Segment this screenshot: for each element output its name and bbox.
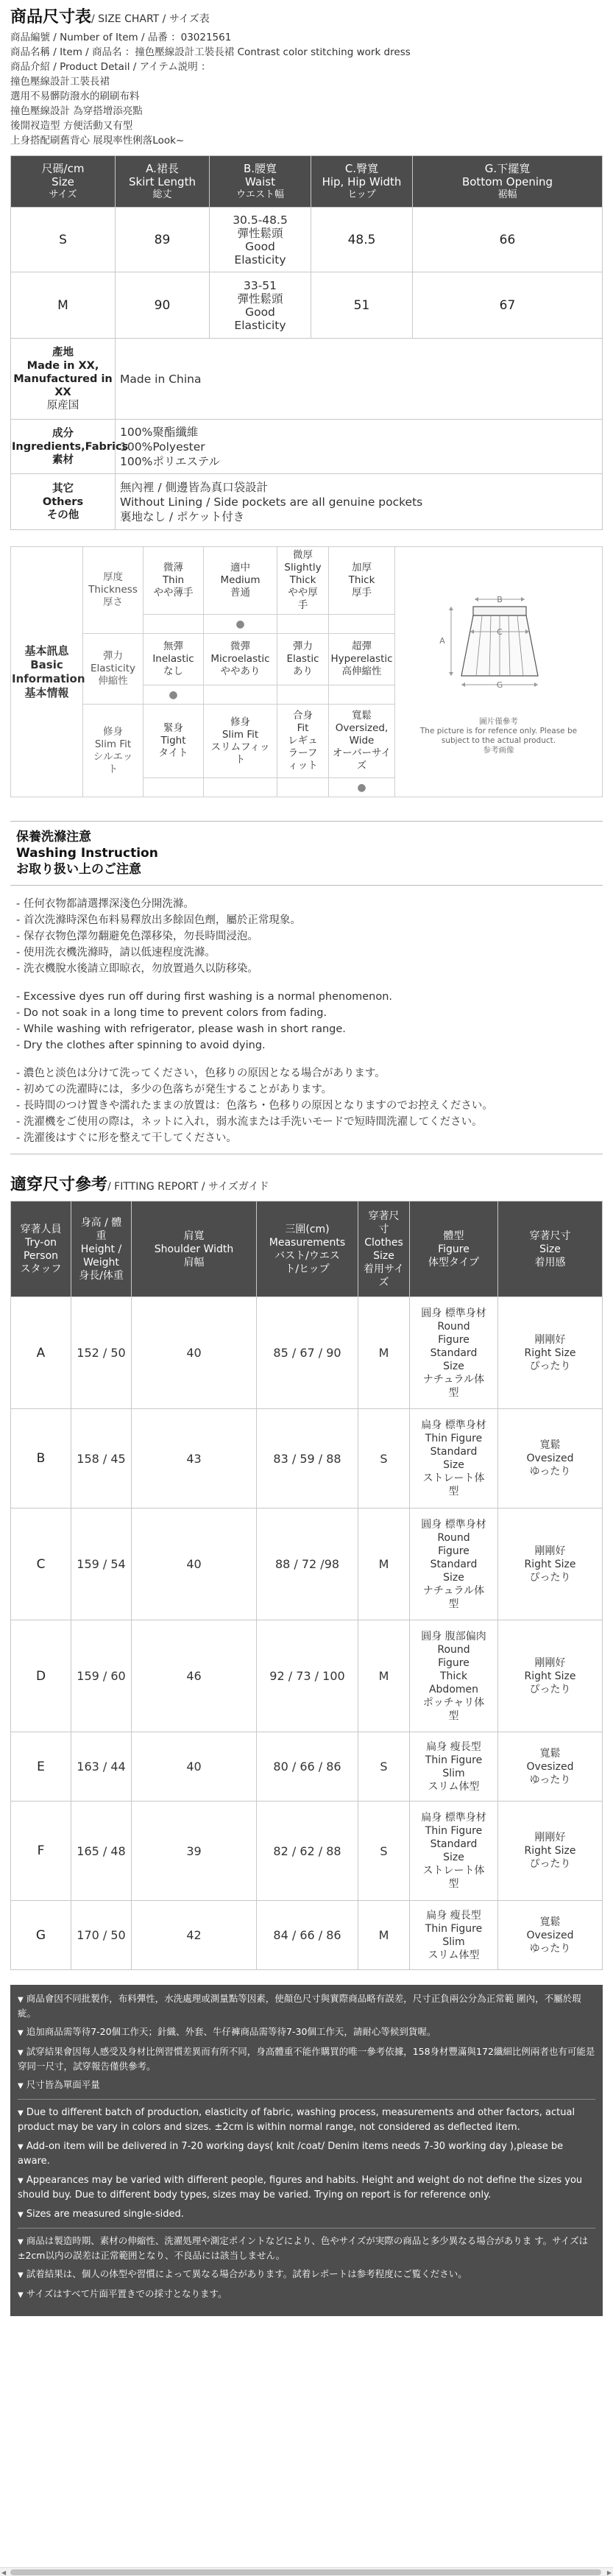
indicator-dot (329, 685, 395, 705)
height-weight-cell: 152 / 50 (71, 1297, 132, 1409)
basic-info-label: 基本訊息 Basic Information 基本情報 (11, 547, 83, 797)
fit-result-cell: 寬鬆 Ovesized ゆったり (498, 1409, 603, 1508)
material-value: 100%聚酯纖維 100%Polyester 100%ポリエステル (116, 420, 603, 474)
size-cell: S (11, 208, 116, 272)
bullet-icon: ▼ (18, 2082, 24, 2090)
figure-cell: 圓身 標準身材 Round Figure Standard Size ナチュラル体 型 (410, 1297, 498, 1409)
bullet-icon: ▼ (18, 2238, 24, 2246)
measurements-cell: 80 / 66 / 86 (257, 1732, 358, 1802)
header-waist: B.腰寬 Waist ウエスト幅 (210, 156, 311, 208)
fit-tight: 緊身 Tight タイト (143, 705, 204, 778)
horizontal-scrollbar[interactable] (0, 2567, 613, 2576)
size-chart-subtitle: / SIZE CHART / サイズ表 (91, 13, 210, 25)
washing-line: - Excessive dyes run off during first washing is a normal phenomenon. (16, 991, 392, 1003)
washing-line: - While washing with refrigerator, please wash in short range. (16, 1023, 346, 1035)
bullet-icon: ▼ (18, 2271, 24, 2279)
table-row (11, 1901, 603, 1970)
measurements-cell: 82 / 62 / 88 (257, 1802, 358, 1901)
shoulder-cell: 40 (132, 1732, 257, 1802)
bullet-icon: ▼ (18, 2109, 24, 2117)
washing-line: - 濃色と淡色は分けて洗ってください，色移りの原因となる場合があります。 (16, 1068, 386, 1079)
person-cell: C (11, 1508, 71, 1620)
header-figure: 體型 Figure 体型タイプ (410, 1201, 498, 1297)
product-info (10, 30, 603, 148)
shoulder-cell: 43 (132, 1409, 257, 1508)
info-desc-line: 選用不易髒防潑水的刷刷布料 (10, 91, 140, 102)
thickness-slightly-thick: 微厚 Slightly Thick やや厚 手 (277, 547, 329, 615)
fitting-subtitle: / FITTING REPORT / サイズガイド (107, 1181, 269, 1193)
info-product-detail: 商品介紹 / Product Detail / アイテム説明 ： (10, 61, 211, 73)
note-text: サイズはすべて片面平置きでの採寸となります。 (26, 2288, 227, 2299)
shoulder-cell: 39 (132, 1802, 257, 1901)
fitting-title: 適穿尺寸參考 (10, 1176, 108, 1194)
header-fit-size: 穿著尺寸 Size 着用感 (498, 1201, 603, 1297)
size-chart-title: 商品尺寸表 (10, 8, 92, 27)
indicator-dot: ● (143, 685, 204, 705)
material-label: 成分 Ingredients,Fabrics 素材 (11, 420, 116, 474)
table-row (11, 1620, 603, 1732)
note-text: Due to different batch of production, elasticity of fabric, washing process, measurements and other factors, actual product may be vary in colors and sizes. ±2cm is within normal range, not considered as deflected item. (18, 2107, 575, 2133)
origin-label: 產地 Made in XX, Manufactured in XX 原産国 (11, 339, 116, 420)
table-row (11, 1297, 603, 1409)
others-value: 無內裡 / 側邊皆為真口袋設計 Without Lining / Side pockets are all genuine pockets 裏地なし / ポケット付き (116, 474, 603, 530)
waist-cell: 33-51 彈性鬆頭 Good Elasticity (210, 272, 311, 339)
header-clothes-size: 穿著尺 寸 Clothes Size 着用サイ ズ (358, 1201, 410, 1297)
figure-cell: 扁身 瘦長型 Thin Figure Slim スリム体型 (410, 1732, 498, 1802)
info-desc-line: 撞色壓線設計工裝長裙 (10, 76, 110, 88)
person-cell: D (11, 1620, 71, 1732)
indicator-dot (277, 685, 329, 705)
size-table-header (11, 156, 603, 208)
diagram-caption: subject to the actual product. (441, 735, 556, 745)
basic-info-table (10, 546, 603, 797)
diagram-caption: 参考画像 (483, 745, 514, 755)
others-label: 其它 Others その他 (11, 474, 116, 530)
figure-cell: 扁身 瘦長型 Thin Figure Slim スリム体型 (410, 1901, 498, 1970)
scroll-right-icon[interactable]: ▶ (606, 2569, 612, 2576)
scroll-left-icon[interactable]: ◀ (1, 2569, 7, 2576)
elasticity-hyper: 超彈 Hyperelastic 高伸縮性 (329, 634, 395, 685)
washing-title-jp: お取り扱い上のご注意 (16, 862, 141, 877)
skirt-diagram-icon (422, 589, 576, 714)
person-cell: B (11, 1409, 71, 1508)
header-measurements: 三圍(cm) Measurements バスト/ウエス ト/ヒップ (257, 1201, 358, 1297)
length-cell: 90 (116, 272, 210, 339)
note-text: 試着結果は、個人の体型や習慣によって異なる場合があります。試着レポートは参考程度にご覧ください。 (26, 2268, 467, 2279)
note-text: Add-on item will be delivered in 7-20 working days( knit /coat/ Denim items needs 7-30 working day ),please be aware. (18, 2141, 564, 2167)
bullet-icon: ▼ (18, 2143, 24, 2151)
clothes-size-cell: M (358, 1508, 410, 1620)
svg-text:A: A (439, 635, 445, 646)
fitting-header (11, 1201, 603, 1297)
bottom-cell: 66 (413, 208, 603, 272)
figure-cell: 扁身 標準身材 Thin Figure Standard Size ストレート体 型 (410, 1802, 498, 1901)
indicator-dot: ● (329, 778, 395, 797)
washing-title-zh: 保養洗滌注意 (16, 830, 91, 844)
figure-cell: 圓身 腹部偏肉 Round Figure Thick Abdomen ポッチャリ体 型 (410, 1620, 498, 1732)
note-text: 尺寸皆為單面平量 (26, 2079, 100, 2090)
note-text: Appearances may be varied with different people, figures and habits. Height and weight do not define the sizes you should buy. Due to different body types, sizes may be varied. Trying on report is for reference only. (18, 2175, 583, 2201)
length-cell: 89 (116, 208, 210, 272)
table-row (11, 272, 603, 339)
washing-line: - 洗濯機をご使用の際は，ネットに入れ，弱水流または手洗いモードで短時間洗濯してください。 (16, 1116, 483, 1128)
washing-line: - 任何衣物都請選擇深淺色分開洗滌。 (16, 898, 194, 910)
info-desc-line: 上身搭配刷舊背心 展現率性俐落Look~ (10, 135, 185, 147)
thickness-medium: 適中 Medium 普通 (204, 547, 277, 615)
indicator-dot (204, 778, 277, 797)
bullet-icon: ▼ (18, 2177, 24, 2185)
header-bottom-opening: G.下擺寬 Bottom Opening 裾幅 (413, 156, 603, 208)
table-row (11, 1802, 603, 1901)
fit-slim: 修身 Slim Fit スリムフィッ ト (204, 705, 277, 778)
note-text: Sizes are measured single-sided. (26, 2209, 184, 2220)
hip-cell: 51 (311, 272, 413, 339)
table-row (11, 208, 603, 272)
table-row (11, 1732, 603, 1802)
diagram-caption: 圖片僅參考 (479, 716, 518, 726)
indicator-dot (277, 778, 329, 797)
measurements-cell: 92 / 73 / 100 (257, 1620, 358, 1732)
indicator-dot (204, 685, 277, 705)
header-person: 穿著人員 Try-on Person スタッフ (11, 1201, 71, 1297)
shoulder-cell: 46 (132, 1620, 257, 1732)
thickness-thick: 加厚 Thick 厚手 (329, 547, 395, 615)
bullet-icon: ▼ (18, 2211, 24, 2219)
washing-line: - 洗衣機脫水後請立即晾衣，勿放置過久以防移染。 (16, 963, 258, 975)
clothes-size-cell: S (358, 1409, 410, 1508)
washing-line: - 保存衣物色澤勿翻避免色澤移染，勿長時間浸泡。 (16, 931, 258, 942)
figure-cell: 扁身 標準身材 Thin Figure Standard Size ストレート体 型 (410, 1409, 498, 1508)
elasticity-inelastic: 無彈 Inelastic なし (143, 634, 204, 685)
bullet-icon: ▼ (18, 2291, 24, 2299)
washing-heading (10, 821, 603, 886)
measurements-cell: 88 / 72 /98 (257, 1508, 358, 1620)
measurements-cell: 83 / 59 / 88 (257, 1409, 358, 1508)
measurements-cell: 85 / 67 / 90 (257, 1297, 358, 1409)
indicator-dot (277, 615, 329, 634)
header-height-weight: 身高 / 體 重 Height / Weight 身長/体重 (71, 1201, 132, 1297)
diagram-caption: The picture is for refence only. Please be (419, 726, 578, 735)
page-content (0, 4, 613, 2316)
indicator-dot (143, 778, 204, 797)
bottom-cell: 67 (413, 272, 603, 339)
fit-result-cell: 剛剛好 Right Size ぴったり (498, 1297, 603, 1409)
material-row (11, 420, 603, 474)
person-cell: F (11, 1802, 71, 1901)
washing-line: - Do not soak in a long time to prevent colors from fading. (16, 1007, 327, 1019)
fitting-heading (10, 1172, 603, 1195)
clothes-size-cell: M (358, 1620, 410, 1732)
fit-result-cell: 寬鬆 Ovesized ゆったり (498, 1901, 603, 1970)
note-text: 商品會因不同批製作，布料彈性，水洗處理或測量點等因素，使顏色尺寸與實際商品略有誤差，尺寸正負兩公分為正常範 圍內，不屬於瑕疵。 (18, 1993, 581, 2019)
shoulder-cell: 40 (132, 1297, 257, 1409)
washing-line: - 初めての洗濯時には，多少の色落ちが発生することがあります。 (16, 1084, 333, 1095)
fit-result-cell: 剛剛好 Right Size ぴったり (498, 1802, 603, 1901)
note-text: 商品は製造時期、素材の伸縮性、洗濯処理や測定ポイントなどにより、色やサイズが実際の商品と多少異なる場合がありま す。サイズは±2cm以内の誤差は正常範囲となり、不良品には該当しません。 (18, 2235, 589, 2261)
info-item-number: 商品編號 / Number of Item / 品番 ：03021561 (10, 32, 232, 43)
header-hip: C.臀寬 Hip, Hip Width ヒップ (311, 156, 413, 208)
person-cell: A (11, 1297, 71, 1409)
hip-cell: 48.5 (311, 208, 413, 272)
fit-oversized: 寬鬆 Oversized, Wide オーバーサイ ズ (329, 705, 395, 778)
info-desc-line: 後開衩造型 方便活動又有型 (10, 120, 133, 132)
fit-label: 修身 Slim Fit シルエッ ト (83, 705, 143, 797)
bullet-icon: ▼ (18, 2049, 24, 2057)
height-weight-cell: 165 / 48 (71, 1802, 132, 1901)
header-size: 尺碼/cm Size サイズ (11, 156, 116, 208)
height-weight-cell: 159 / 60 (71, 1620, 132, 1732)
origin-row (11, 339, 603, 420)
elasticity-label: 彈力 Elasticity 伸縮性 (83, 634, 143, 705)
height-weight-cell: 170 / 50 (71, 1901, 132, 1970)
waist-cell: 30.5-48.5 彈性鬆頭 Good Elasticity (210, 208, 311, 272)
bullet-icon: ▼ (18, 1996, 24, 2004)
fit-result-cell: 寬鬆 Ovesized ゆったり (498, 1732, 603, 1802)
fit-regular: 合身 Fit レギュ ラーフ ィット (277, 705, 329, 778)
svg-text:G: G (496, 680, 503, 690)
thickness-thin: 微薄 Thin やや薄手 (143, 547, 204, 615)
person-cell: G (11, 1901, 71, 1970)
header-shoulder: 肩寬 Shoulder Width 肩幅 (132, 1201, 257, 1297)
notes-panel (10, 1985, 603, 2316)
note-text: 試穿結果會因每人感受及身材比例習慣差異而有所不同，身高體重不能作購買的唯一參考依據，158身材豐滿與172纖細比例兩者也有可能是穿同一尺寸，試穿報告僅供參考。 (18, 2046, 595, 2072)
washing-line: - 長時間のつけ置きや濡れたままの放置は：色落ち・色移りの原因となりますのでお控えください。 (16, 1100, 493, 1112)
table-row (11, 1409, 603, 1508)
fit-result-cell: 剛剛好 Right Size ぴったり (498, 1508, 603, 1620)
scrollbar-thumb[interactable] (10, 2569, 601, 2575)
shoulder-cell: 40 (132, 1508, 257, 1620)
header-skirt-length: A.裙長 Skirt Length 総丈 (116, 156, 210, 208)
size-chart-heading (10, 4, 603, 27)
figure-cell: 圓身 標準身材 Round Figure Standard Size ナチュラル体 型 (410, 1508, 498, 1620)
skirt-diagram (395, 547, 603, 797)
svg-text:C: C (496, 627, 503, 637)
shoulder-cell: 42 (132, 1901, 257, 1970)
svg-text:B: B (496, 594, 503, 604)
elasticity-elastic: 彈力 Elastic あり (277, 634, 329, 685)
bullet-icon: ▼ (18, 2029, 24, 2037)
height-weight-cell: 163 / 44 (71, 1732, 132, 1802)
height-weight-cell: 158 / 45 (71, 1409, 132, 1508)
height-weight-cell: 159 / 54 (71, 1508, 132, 1620)
size-table (10, 155, 603, 530)
fitting-table (10, 1201, 603, 1970)
clothes-size-cell: M (358, 1901, 410, 1970)
person-cell: E (11, 1732, 71, 1802)
clothes-size-cell: S (358, 1802, 410, 1901)
fit-result-cell: 剛剛好 Right Size ぴったり (498, 1620, 603, 1732)
clothes-size-cell: S (358, 1732, 410, 1802)
clothes-size-cell: M (358, 1297, 410, 1409)
info-item-name: 商品名稱 / Item / 商品名 ：撞色壓線設計工裝長裙 Contrast color stitching work dress (10, 46, 411, 58)
thickness-label: 厚度 Thickness 厚さ (83, 547, 143, 634)
size-cell: M (11, 272, 116, 339)
others-row (11, 474, 603, 530)
washing-title-en: Washing Instruction (16, 846, 158, 861)
indicator-dot: ● (204, 615, 277, 634)
elasticity-micro: 微彈 Microelastic ややあり (204, 634, 277, 685)
washing-line: - Dry the clothes after spinning to avoid dying. (16, 1040, 266, 1051)
washing-line: - 首次洗滌時深色布料易釋放出多餘固色劑，屬於正常現象。 (16, 914, 301, 926)
origin-value: Made in China (116, 339, 603, 420)
indicator-dot (143, 615, 204, 634)
measurements-cell: 84 / 66 / 86 (257, 1901, 358, 1970)
washing-line: - 洗濯後はすぐに形を整えて干してください。 (16, 1132, 237, 1144)
washing-body (10, 886, 603, 1154)
table-row (11, 1508, 603, 1620)
info-desc-line: 撞色壓線設計 為穿搭增添亮點 (10, 105, 143, 117)
note-text: 追加商品需等待7-20個工作天；針織、外套、牛仔褲商品需等待7-30個工作天，請耐心等候到貨喔。 (26, 2026, 436, 2037)
indicator-dot (329, 615, 395, 634)
washing-line: - 使用洗衣機洗滌時，請以低速程度洗滌。 (16, 947, 216, 959)
